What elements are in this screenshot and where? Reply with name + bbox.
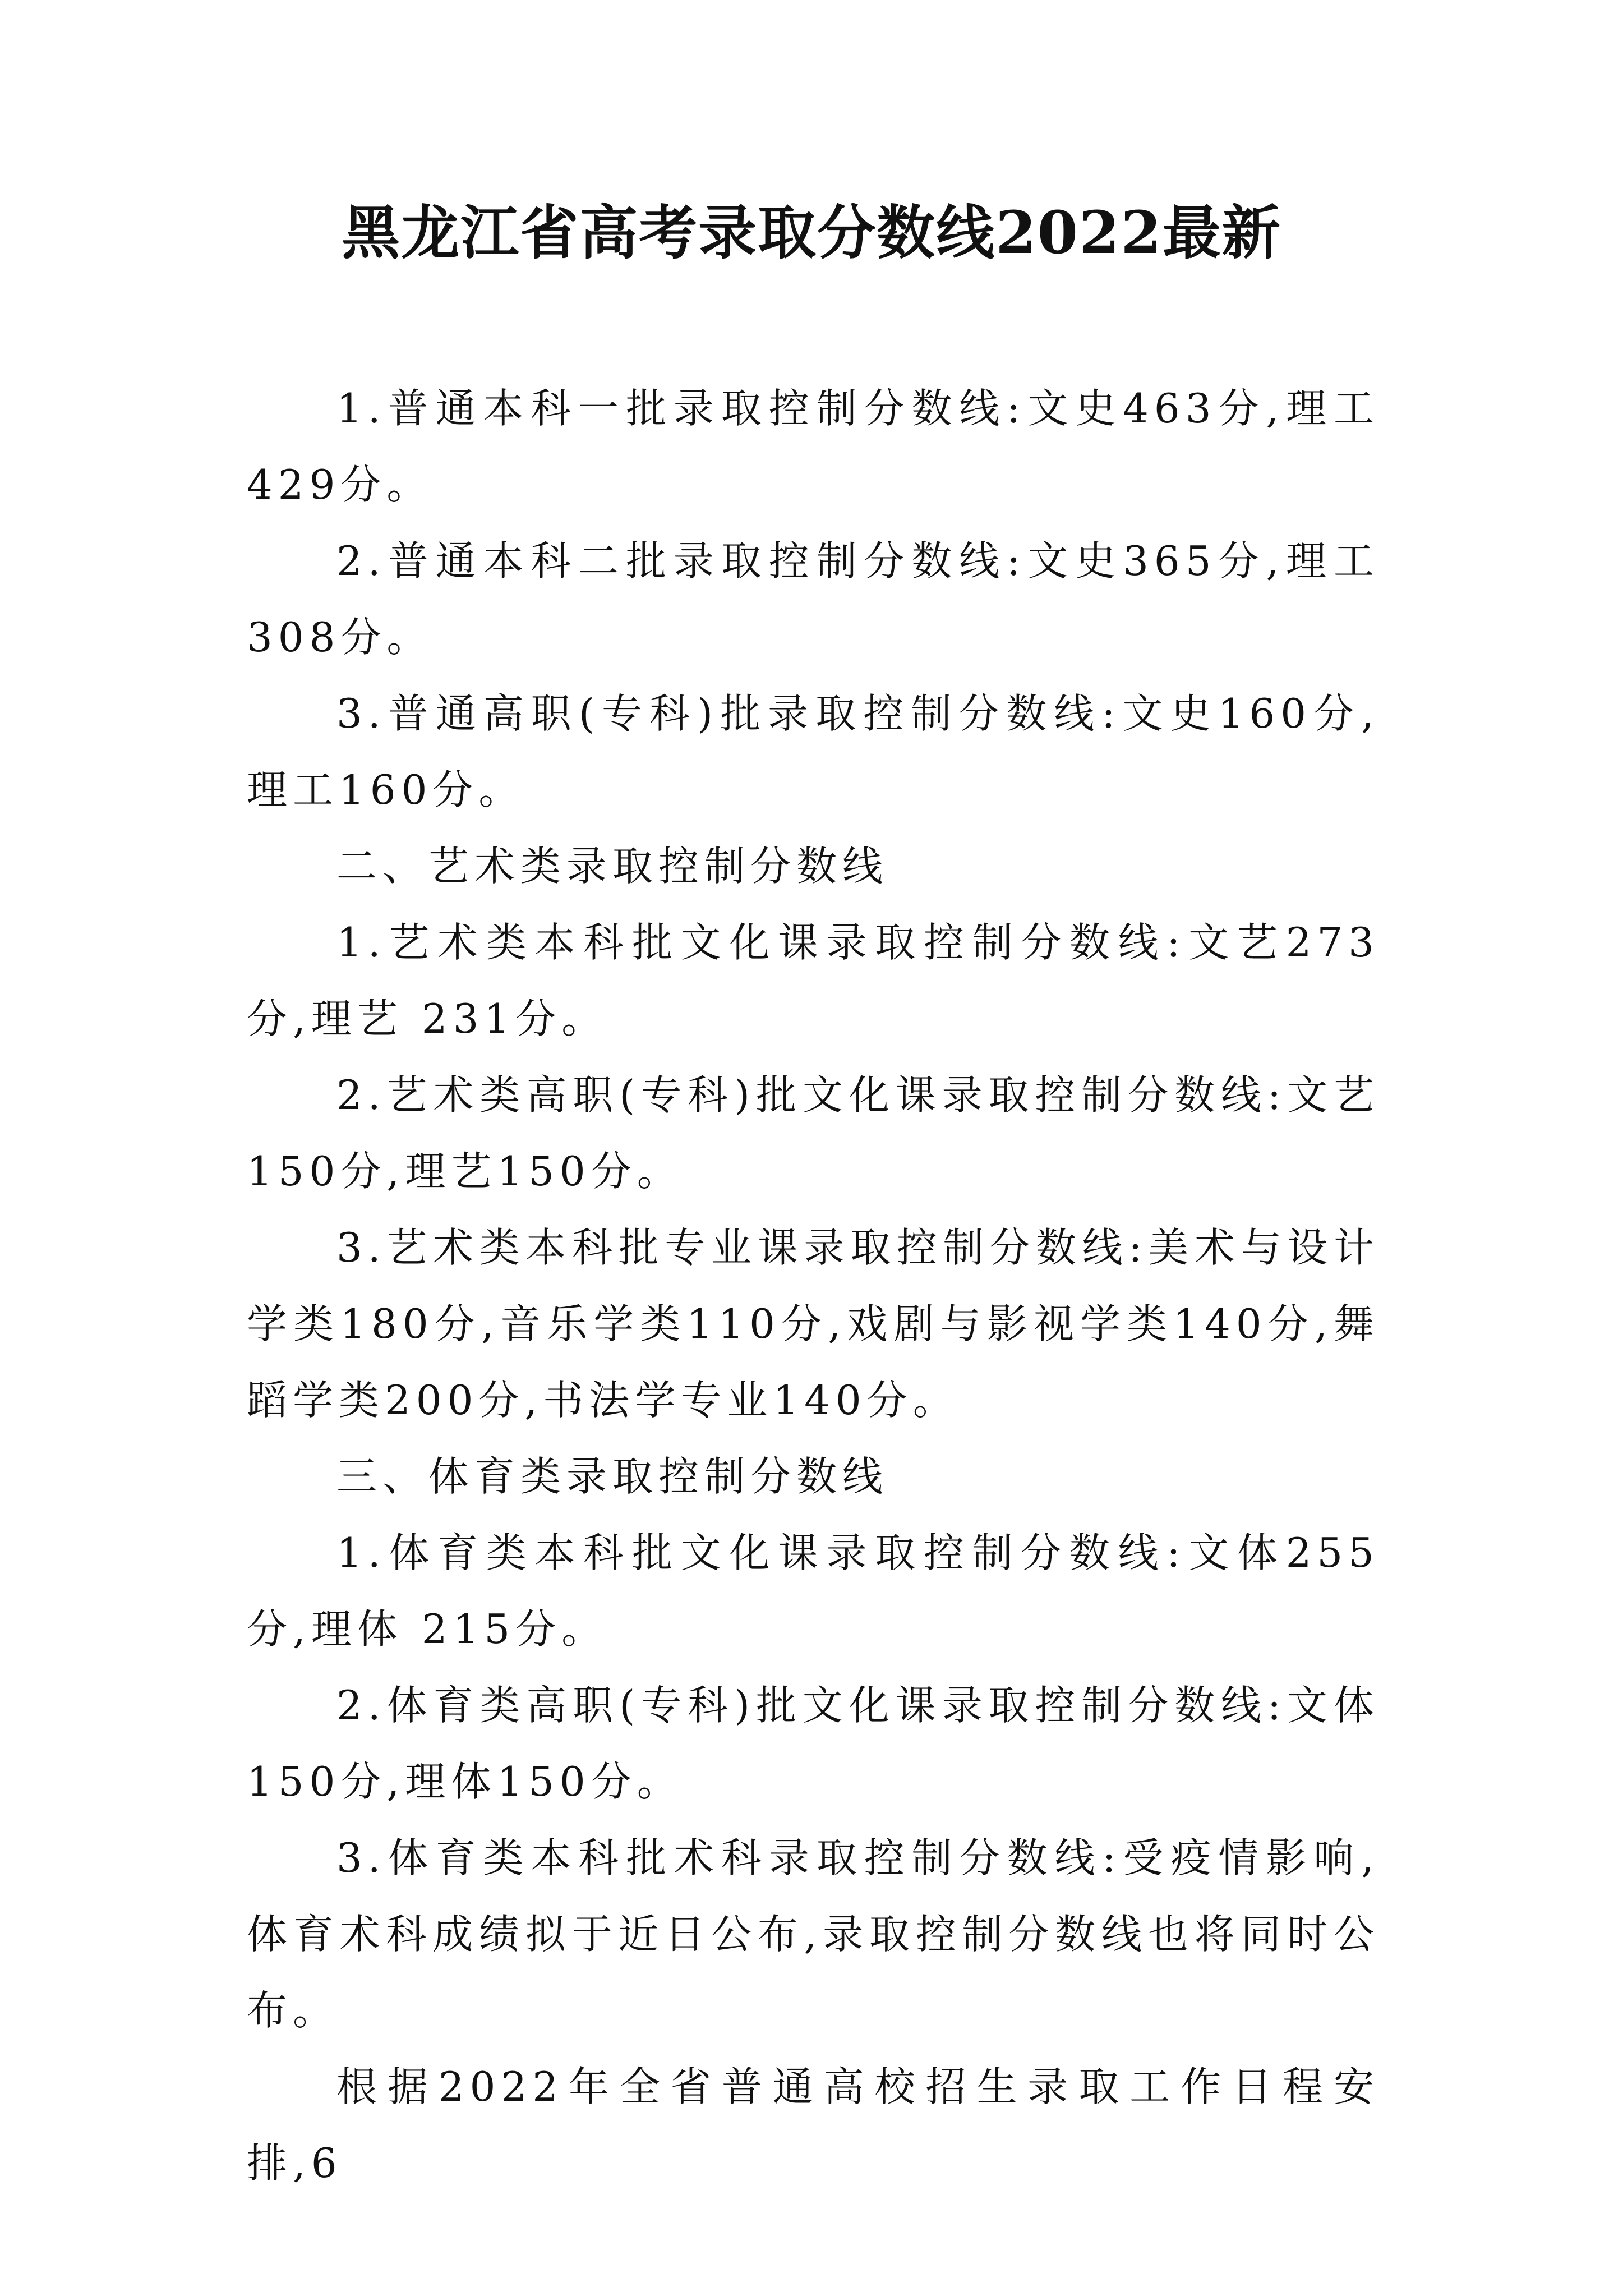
paragraph-sports-vocational-culture: 2.体育类高职(专科)批文化课录取控制分数线:文体150分,理体150分。	[247, 1682, 1380, 1805]
paragraph-undergrad-second-batch: 2.普通本科二批录取控制分数线:文史365分,理工308分。	[247, 537, 1380, 661]
paragraph-arts-undergrad-culture: 1.艺术类本科批文化课录取控制分数线:文艺273分,理艺 231分。	[247, 919, 1380, 1042]
section-heading-arts: 二、艺术类录取控制分数线	[336, 843, 889, 890]
paragraph-arts-vocational-culture: 2.艺术类高职(专科)批文化课录取控制分数线:文艺150分,理艺150分。	[247, 1071, 1380, 1195]
section-heading-sports: 三、体育类录取控制分数线	[336, 1453, 889, 1500]
paragraph-sports-undergrad-culture: 1.体育类本科批文化课录取控制分数线:文体255分,理体 215分。	[247, 1529, 1380, 1653]
paragraph-schedule-note: 根据2022年全省普通高校招生录取工作日程安排,6	[247, 2063, 1380, 2187]
paragraph-vocational-batch: 3.普通高职(专科)批录取控制分数线:文史160分,理工160分。	[247, 690, 1380, 813]
document-body	[247, 370, 1380, 2201]
document-title: 黑龙江省高考录取分数线2022最新	[342, 198, 1281, 267]
paragraph-arts-undergrad-specialty: 3.艺术类本科批专业课录取控制分数线:美术与设计学类180分,音乐学类110分,戏剧与影视学类140分,舞蹈学类200分,书法学专业140分。	[247, 1224, 1380, 1424]
paragraph-undergrad-first-batch: 1.普通本科一批录取控制分数线:文史463分,理工429分。	[247, 385, 1380, 508]
paragraph-sports-undergrad-specialty: 3.体育类本科批术科录取控制分数线:受疫情影响,体育术科成绩拟于近日公布,录取控制分数线也将同时公布。	[247, 1834, 1380, 2034]
